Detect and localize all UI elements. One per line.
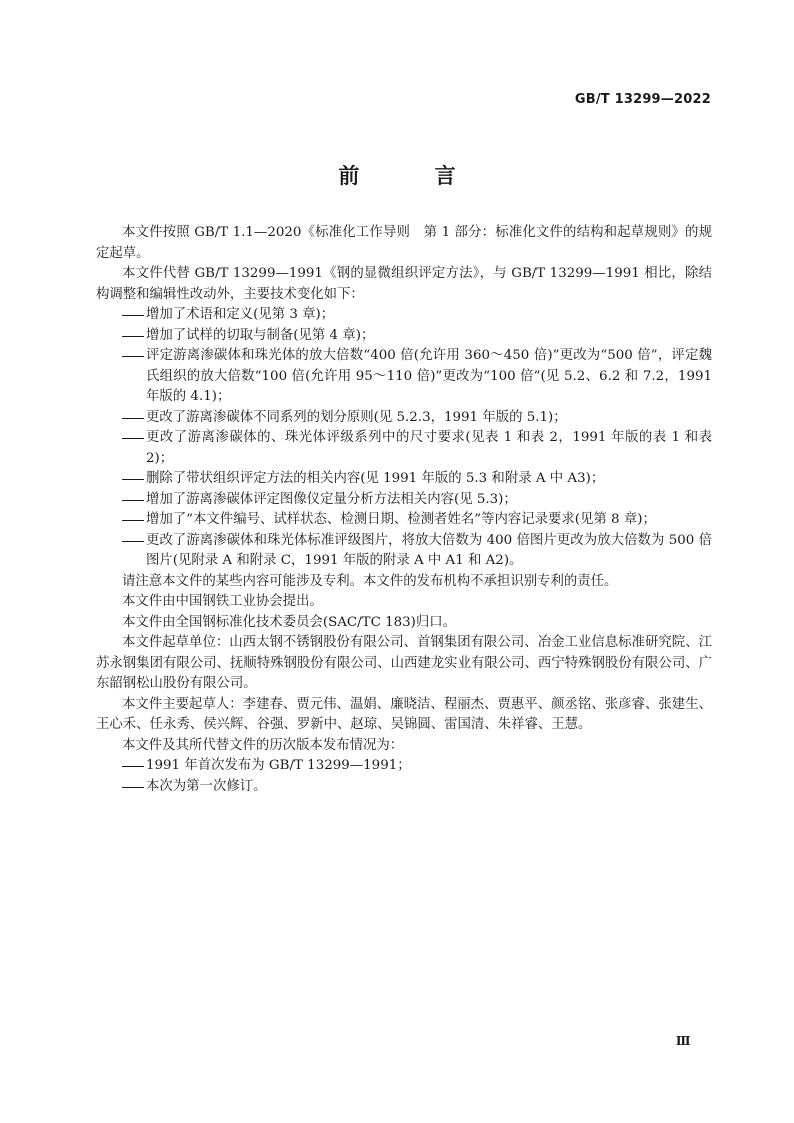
- change-item: 更改了游离渗碳体的、珠光体评级系列中的尺寸要求(见表 1 和表 2，1991 年版的表 1 和表 2)；: [96, 428, 712, 469]
- paragraph-patent-notice: 请注意本文件的某些内容可能涉及专利。本文件的发布机构不承担识别专利的责任。: [122, 573, 618, 589]
- foreword-body: [96, 223, 712, 797]
- change-item: 更改了游离渗碳体不同系列的划分原则(见 5.2.3，1991 年版的 5.1)；: [96, 408, 712, 429]
- dash-bullet: [122, 766, 144, 767]
- paragraph-drafting-units: 本文件起草单位：山西太钢不锈钢股份有限公司、首钢集团有限公司、冶金工业信息标准研究院、江苏永钢集团有限公司、抚顺特殊钢股份有限公司、山西建龙实业有限公司、西宁特殊钢股份有限公司、广东韶钢松山股份有限公司。: [96, 635, 712, 691]
- paragraph-drafting-rules: 本文件按照 GB/T 1.1—2020《标准化工作导则 第 1 部分：标准化文件的结构和起草规则》的规定起草。: [96, 225, 712, 261]
- dash-bullet: [122, 356, 144, 357]
- dash-bullet: [122, 438, 144, 439]
- dash-bullet: [122, 336, 144, 337]
- page-number: Ⅲ: [675, 1034, 691, 1048]
- history-item: 本次为第一次修订。: [96, 777, 712, 798]
- dash-bullet: [122, 520, 144, 521]
- paragraph-proposer: 本文件由中国钢铁工业协会提出。: [122, 594, 323, 609]
- change-item: 增加了术语和定义(见第 3 章)；: [96, 305, 712, 326]
- change-item: 增加了“本文件编号、试样状态、检测日期、检测者姓名”等内容记录要求(见第 8 章)；: [96, 510, 712, 531]
- change-item: 删除了带状组织评定方法的相关内容(见 1991 年版的 5.3 和附录 A 中 A3)；: [96, 469, 712, 490]
- change-item: 评定游离渗碳体和珠光体的放大倍数“400 倍(允许用 360～450 倍)”更改为“500 倍”，评定魏氏组织的放大倍数“100 倍(允许用 95～110 倍)”更改为“100 倍”(见 5.2、6.2 和 7.2，1991 年版的 4.1)；: [96, 346, 712, 408]
- change-item: 更改了游离渗碳体和珠光体标准评级图片，将放大倍数为 400 倍图片更改为放大倍数为 500 倍图片(见附录 A 和附录 C，1991 年版的附录 A 中 A1 和 A2)。: [96, 531, 712, 572]
- paragraph-drafters: 本文件主要起草人：李建春、贾元伟、温娟、廉晓洁、程丽杰、贾惠平、颜丞铭、张彦睿、张建生、王心禾、任永秀、侯兴辉、谷强、罗新中、赵琼、吴锦圆、雷国清、朱祥睿、王慧。: [96, 696, 712, 732]
- history-item: 1991 年首次发布为 GB/T 13299—1991；: [96, 756, 712, 777]
- standard-number: GB/T 13299—2022: [574, 92, 711, 107]
- page-title: 前 言: [338, 164, 490, 188]
- paragraph-replacement: 本文件代替 GB/T 13299—1991《钢的显微组织评定方法》，与 GB/T 13299—1991 相比，除结构调整和编辑性改动外，主要技术变化如下：: [96, 266, 712, 302]
- change-item: 增加了游离渗碳体评定图像仪定量分析方法相关内容(见 5.3)；: [96, 490, 712, 511]
- dash-bullet: [122, 500, 144, 501]
- paragraph-committee: 本文件由全国钢标准化技术委员会(SAC/TC 183)归口。: [122, 614, 457, 630]
- dash-bullet: [122, 479, 144, 480]
- dash-bullet: [122, 315, 144, 316]
- change-item: 增加了试样的切取与制备(见第 4 章)；: [96, 326, 712, 347]
- dash-bullet: [122, 418, 144, 419]
- paragraph-history-intro: 本文件及其所代替文件的历次版本发布情况为：: [122, 737, 404, 753]
- dash-bullet: [122, 541, 144, 542]
- dash-bullet: [122, 787, 144, 788]
